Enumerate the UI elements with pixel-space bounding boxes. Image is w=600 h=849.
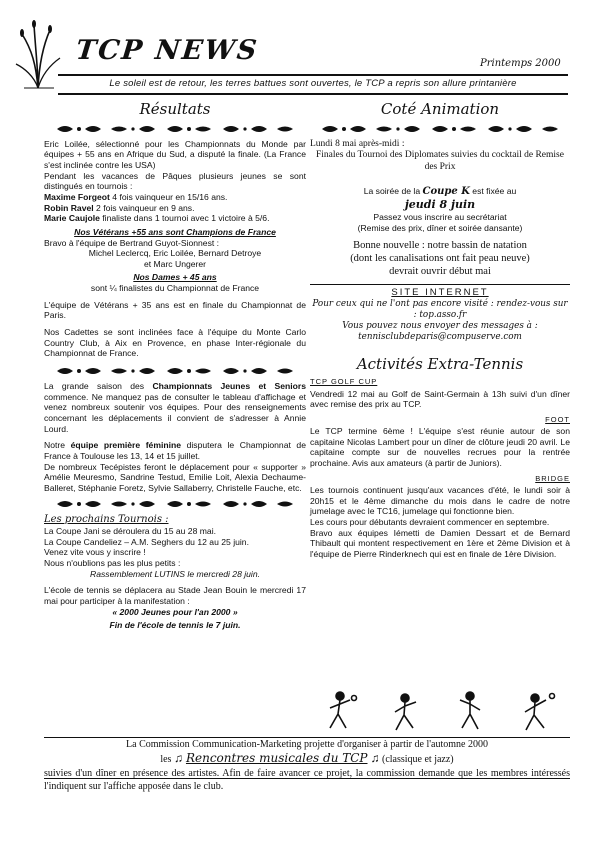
ornament-divider-icon (55, 123, 295, 135)
animation-line: (Remise des prix, dîner et soirée dansante) (357, 222, 523, 233)
veterans-heading: Nos Vétérans +55 ans sont Champions de France (74, 226, 276, 237)
coupe-k-line (310, 186, 570, 198)
result-paragraph: Pendant les vacances de Pâques plusieurs jeunes se sont distingués en tournois : (44, 170, 306, 192)
ecole-paragraph: L'école de tennis se déplacera au Stade Jean Bouin le mercredi 17 mai pour participer à la manifestation : (44, 585, 306, 606)
player-name: Maxime Forgeot (44, 191, 110, 202)
bridge-text: Bravo aux équipes Iémetti de Damien Dessart et de Bernard Thibault qui montent respectivement en 1ère et 2ème Division et à l'équipe de Pierre Rinderknech qui est en finale de 1ère Division. (310, 527, 570, 560)
result-text: 4 fois vainqueur en 15/16 ans. (109, 191, 228, 202)
bridge-text: Les cours pour débutants devraient commencer en septembre. (310, 517, 550, 528)
footer-text: (classique et jazz) (379, 754, 454, 765)
ornament-divider-icon (320, 123, 560, 135)
coupe-text: est fixée au (469, 185, 517, 196)
footer-title: Rencontres musicales du TCP (185, 751, 368, 765)
footer-line: suivies d'un dîner en présence des artistes. Afin de faire avancer ce projet, la commission demande que les membres intéressés l'indiquent sur l'affiche apposée dans le club. (44, 767, 570, 792)
footer-text: les (160, 754, 174, 765)
supporters-paragraph: De nombreux Tecépistes feront le déplacement pour « supporter » Amélie Meuresmo, Sandrine Testud, Emilie Loit, Alexia Dechaume-Balleret, Stéphanie Foretz, Sylvie Sallaberry, Christelle Fauche, etc. (44, 461, 306, 493)
music-note-icon: ♫ (367, 751, 380, 765)
ecole-event: « 2000 Jeunes pour l'an 2000 » (112, 606, 238, 617)
lutins-line: Rassemblement LUTINS le mercredi 28 juin. (89, 568, 261, 579)
feminine-paragraph (44, 440, 306, 461)
animation-line: Passez vous inscrire au secrétariat (373, 211, 507, 222)
veterans-team: et Marc Ungerer (143, 258, 207, 269)
grass-logo-icon (14, 20, 62, 90)
season-text: commence. Ne manquez pas de consulter le tableau d'affichage et venez nombreux soutenir vos équipes. Pour des renseignements concernant les déplacements il convient de s'adresser à Annie Lourd. (44, 391, 306, 434)
site-line: Pour ceux qui ne l'ont pas encore visité : rendez-vous sur : top.asso.fr (312, 299, 568, 320)
dames-heading: Nos Dames + 45 ans (133, 272, 217, 283)
animation-line: Finales du Tournoi des Diplomates suivies du cocktail de Remise des Prix (316, 150, 564, 173)
site-line: Vous pouvez nous envoyer des messages à : (342, 320, 538, 331)
results-heading: Résultats (139, 100, 211, 118)
tournoi-line: La Coupe Candeliez – A.M. Seghers du 12 au 25 juin. (44, 536, 249, 547)
footer-music-line (44, 751, 570, 767)
ecole-end: Fin de l'école de tennis le 7 juin. (109, 620, 241, 631)
season-paragraph (44, 381, 306, 434)
coupe-text: La soirée de la (363, 185, 423, 196)
result-line (44, 203, 306, 214)
result-paragraph: L'équipe de Vétérans + 35 ans est en finale du Championnat de Paris. (44, 299, 306, 321)
feminine-text: Notre (44, 440, 71, 451)
golf-text: Vendredi 12 mai au Golf de Saint-Germain à 13h suivi d'un dîner avec remise des prix au TCP. (310, 388, 570, 410)
tennis-players-icon (320, 688, 570, 734)
bridge-text: Les tournois continuent jusqu'aux vacances d'été, le lundi soir à 20h15 et le 4ème dimanche du mois dans le cadre de notre jumelage avec le TC16, jumelage qui fonctionne bien. (310, 485, 570, 517)
season-highlight: Championnats Jeunes et Seniors (152, 381, 306, 392)
tagline: Le soleil est de retour, les terres battues sont ouvertes, le TCP a repris son allure printanière (58, 74, 568, 95)
animation-line: Lundi 8 mai après-midi : (310, 138, 405, 149)
tournoi-line: Nous n'oublions pas les plus petits : (44, 557, 181, 568)
result-line (44, 192, 306, 203)
result-line (44, 213, 306, 224)
result-paragraph: Nos Cadettes se sont inclinées face à l'équipe du Monte Carlo Country Club, à Aix en Provence, en phase Inter-régionale du Championnat de France. (44, 327, 306, 359)
dames-text: sont ¼ finalistes du Championnat de France (90, 283, 260, 294)
result-text: finaliste dans 1 tournoi avec 1 victoire à 5/6. (99, 213, 270, 224)
foot-heading: FOOT (545, 414, 570, 424)
footer-line: La Commission Communication-Marketing projette d'organiser à partir de l'automne 2000 (126, 739, 488, 750)
veterans-text: Bravo à l'équipe de Bertrand Guyot-Sionnest : (44, 237, 220, 248)
golf-heading: TCP GOLF CUP (310, 377, 378, 387)
result-paragraph: Eric Loilée, sélectionné pour les Championnats du Monde par équipes + 55 ans en Afrique du Sud, a disputé la finale. (La France s'est inclinée contre les USA) (44, 138, 306, 170)
music-note-icon: ♫ (173, 751, 186, 765)
feminine-highlight: équipe première féminine (70, 440, 182, 451)
player-name: Marie Caujole (44, 213, 100, 224)
animation-column (310, 100, 570, 560)
edition-label: Printemps 2000 (480, 58, 561, 69)
ornament-divider-icon (55, 365, 295, 377)
player-name: Robin Ravel (44, 202, 94, 213)
results-column (44, 100, 306, 631)
pool-line: (dont les canalisations ont fait peau neuve) (350, 253, 530, 265)
extra-heading: Activités Extra-Tennis (356, 354, 524, 373)
feminine-text: disputera le Championnat de France à Toulouse les 13, 14 et 15 juillet. (44, 440, 306, 461)
ornament-divider-icon (55, 498, 295, 510)
coupe-name: Coupe K (422, 185, 470, 197)
tournoi-line: Venez vite vous y inscrire ! (44, 547, 146, 558)
animation-heading: Coté Animation (380, 100, 500, 118)
foot-text: Le TCP termine 6ème ! L'équipe s'est réunie autour de son capitaine Nicolas Lambert pour un dîner de clôture jeudi 20 avril. Le capitaine compte sur de nouvelles recrues pour la rentrée prochaine. Avis aux amateurs (à partir de Juniors). (310, 426, 570, 469)
pool-line: devrait ouvrir début mai (389, 266, 491, 278)
newsletter-title: TCP NEWS (74, 35, 261, 66)
tournoi-line: La Coupe Jani se déroulera du 15 au 28 mai. (44, 526, 216, 537)
tournois-heading: Les prochains Tournois : (44, 513, 169, 525)
season-text: La grande saison des (44, 381, 153, 392)
footer-announcement (44, 738, 570, 793)
site-email-link[interactable]: tennisclubdeparis@compuserve.com (358, 331, 522, 342)
veterans-team: Michel Leclercq, Eric Loilée, Bernard Detroye (88, 248, 262, 259)
site-heading: SITE INTERNET (391, 287, 489, 299)
bridge-heading: BRIDGE (535, 473, 570, 483)
pool-line: Bonne nouvelle : notre bassin de natation (353, 240, 527, 252)
coupe-date: jeudi 8 juin (404, 198, 476, 212)
result-text: 2 fois vainqueur en 9 ans. (93, 202, 195, 213)
